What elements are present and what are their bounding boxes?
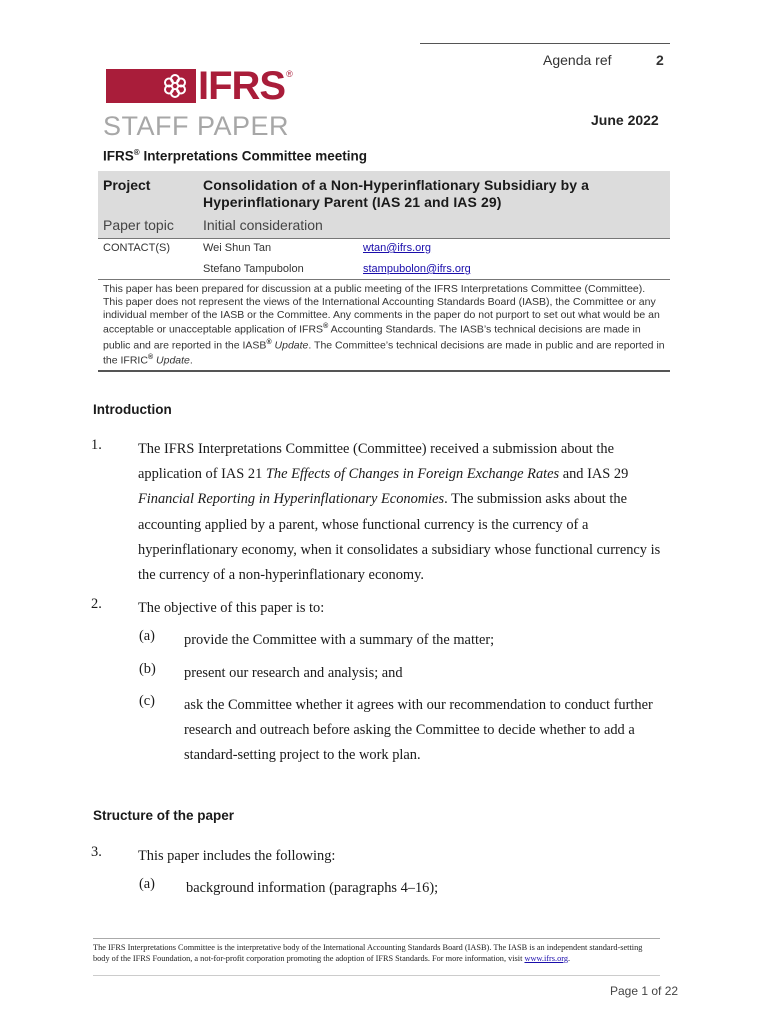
meeting-reg: ®	[133, 148, 140, 157]
logo-text: IFRS	[198, 64, 286, 108]
disclaimer-text: . The Committee’s technical decisions are made in public and are reported in the IFRIC	[103, 339, 665, 367]
footnote	[93, 942, 660, 964]
list-item: background information (paragraphs 4–16);	[186, 880, 439, 896]
list-label: (c)	[139, 693, 155, 709]
meeting-title	[103, 148, 367, 164]
structure-heading: Structure of the paper	[93, 808, 235, 823]
staff-paper-title: STAFF PAPER	[103, 111, 290, 141]
list-label: (a)	[139, 876, 155, 892]
reg-mark: ®	[147, 353, 154, 361]
standard-title: The Effects of Changes in Foreign Exchange Rates	[265, 466, 560, 483]
paragraph-2: The objective of this paper is to:	[138, 600, 325, 616]
paragraph-text: and IAS 29	[559, 466, 629, 483]
project-box	[98, 171, 670, 238]
paper-date: June 2022	[591, 112, 659, 128]
meeting-prefix: IFRS	[103, 148, 134, 164]
paragraph-1	[138, 437, 670, 588]
paragraph-number: 1.	[91, 437, 102, 453]
contacts-label: CONTACT(S)	[103, 242, 171, 254]
ifrs-website-link[interactable]: www.ifrs.org	[524, 954, 569, 963]
list-label: (b)	[139, 661, 156, 677]
page-number: Page 1 of 22	[610, 984, 679, 998]
flower-logo-icon	[162, 73, 188, 99]
contact-name: Stefano Tampubolon	[203, 263, 304, 275]
paragraph-text: The IFRS Interpretations Committee (Committee) received a submission about the application of IAS 21	[138, 441, 614, 483]
disclaimer-text: .	[189, 354, 193, 367]
list-item: ask the Committee whether it agrees with our recommendation to conduct further research and outreach before asking the Committee to decide whether to add a standard-setting project to the work plan.	[184, 697, 653, 764]
project-label: Project	[103, 177, 151, 193]
agenda-ref-label: Agenda ref	[543, 52, 612, 68]
paragraph-text: . The submission asks about the accounting applied by a parent, whose functional currency is the currency of a hyperinflationary economy, when it consolidates a subsidiary whose functional currency is the currency of a non-hyperinflationary economy.	[138, 491, 661, 584]
footnote-rule	[93, 938, 660, 939]
header-rule	[420, 43, 670, 44]
paragraph-number: 2.	[91, 596, 102, 612]
paragraph-number: 3.	[91, 844, 102, 860]
paper-topic: Initial consideration	[203, 217, 323, 233]
list-label: (a)	[139, 628, 155, 644]
meeting-name: Interpretations Committee meeting	[143, 148, 367, 164]
reg-mark: ®	[323, 323, 329, 331]
footer-rule	[93, 975, 660, 976]
contact-email-link[interactable]: stampubolon@ifrs.org	[363, 263, 471, 275]
list-item: provide the Committee with a summary of the matter;	[184, 632, 495, 648]
disclaimer-update: Update	[274, 339, 309, 352]
agenda-ref-number: 2	[656, 52, 664, 68]
paper-topic-label: Paper topic	[103, 217, 174, 233]
contact-name: Wei Shun Tan	[203, 242, 272, 254]
logo-block	[106, 69, 196, 103]
disclaimer	[98, 280, 670, 372]
disclaimer-update: Update	[156, 354, 190, 367]
paragraph-3: This paper includes the following:	[138, 848, 336, 864]
footnote-text: .	[568, 954, 571, 963]
reg-mark: ®	[266, 338, 272, 346]
introduction-heading: Introduction	[93, 402, 172, 417]
logo-registered-mark: ®	[286, 69, 293, 79]
standard-title: Financial Reporting in Hyperinflationary Economies	[138, 491, 445, 508]
disclaimer-text: This paper has been prepared for discussion at a public meeting of the IFRS Interpretations Committee (Committee). This paper does not represent the views of the International Accounting Standards Board (IASB), the Committee or any individual member of the IASB or the Committee. Any comments in the paper do not purport to set out what would be an acceptable or unacceptable application of IFRS	[103, 283, 660, 336]
footnote-text: The IFRS Interpretations Committee is the interpretative body of the International Accounting Standards Board (IASB). The IASB is an independent standard-setting body of the IFRS Foundation, a not-for-profit corporation promoting the adoption of IFRS Standards. For more information, visit	[93, 943, 643, 963]
project-title: Consolidation of a Non-Hyperinflationary Subsidiary by a Hyperinflationary Parent (IAS 21 and IAS 29)	[203, 177, 589, 210]
contact-email-link[interactable]: wtan@ifrs.org	[363, 242, 432, 254]
list-item: present our research and analysis; and	[184, 665, 403, 681]
disclaimer-text: Accounting Standards. The IASB’s technical decisions are made in public and are reported in the IASB	[103, 323, 641, 352]
contacts-table	[98, 238, 670, 280]
ifrs-logo	[106, 64, 293, 108]
